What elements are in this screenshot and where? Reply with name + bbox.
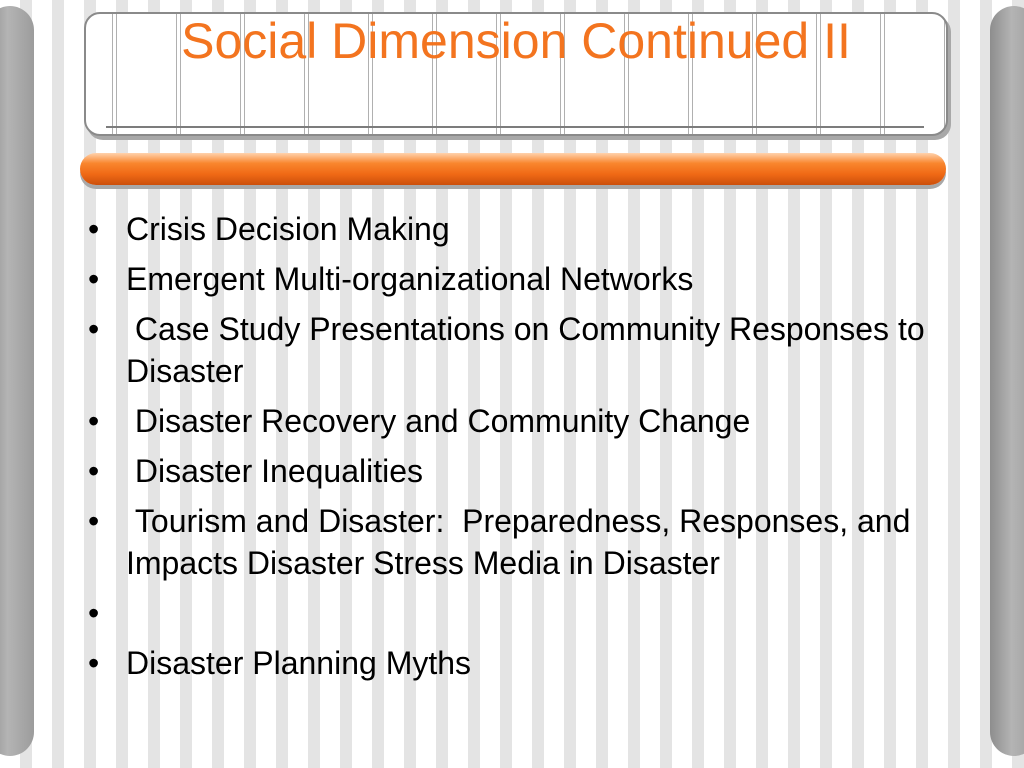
bullet-item: • Crisis Decision Making [88,208,928,250]
bullet-item: • Tourism and Disaster: Preparedness, Responses, and Impacts Disaster Stress Media in Disaster [88,500,928,584]
bullet-item: • Disaster Planning Myths [88,642,928,684]
bullet-item: • Disaster Inequalities [88,450,928,492]
left-decorative-bar [0,6,34,756]
bullet-item: • Case Study Presentations on Community Responses to Disaster [88,308,928,392]
right-decorative-bar [990,6,1024,756]
slide-title: Social Dimension Continued II [181,13,851,69]
orange-divider-bar [80,153,946,185]
bullet-item: • Emergent Multi-organizational Networks [88,258,928,300]
bullet-item: • Disaster Recovery and Community Change [88,400,928,442]
bullet-item-empty [88,592,928,634]
bullet-list [88,208,934,692]
